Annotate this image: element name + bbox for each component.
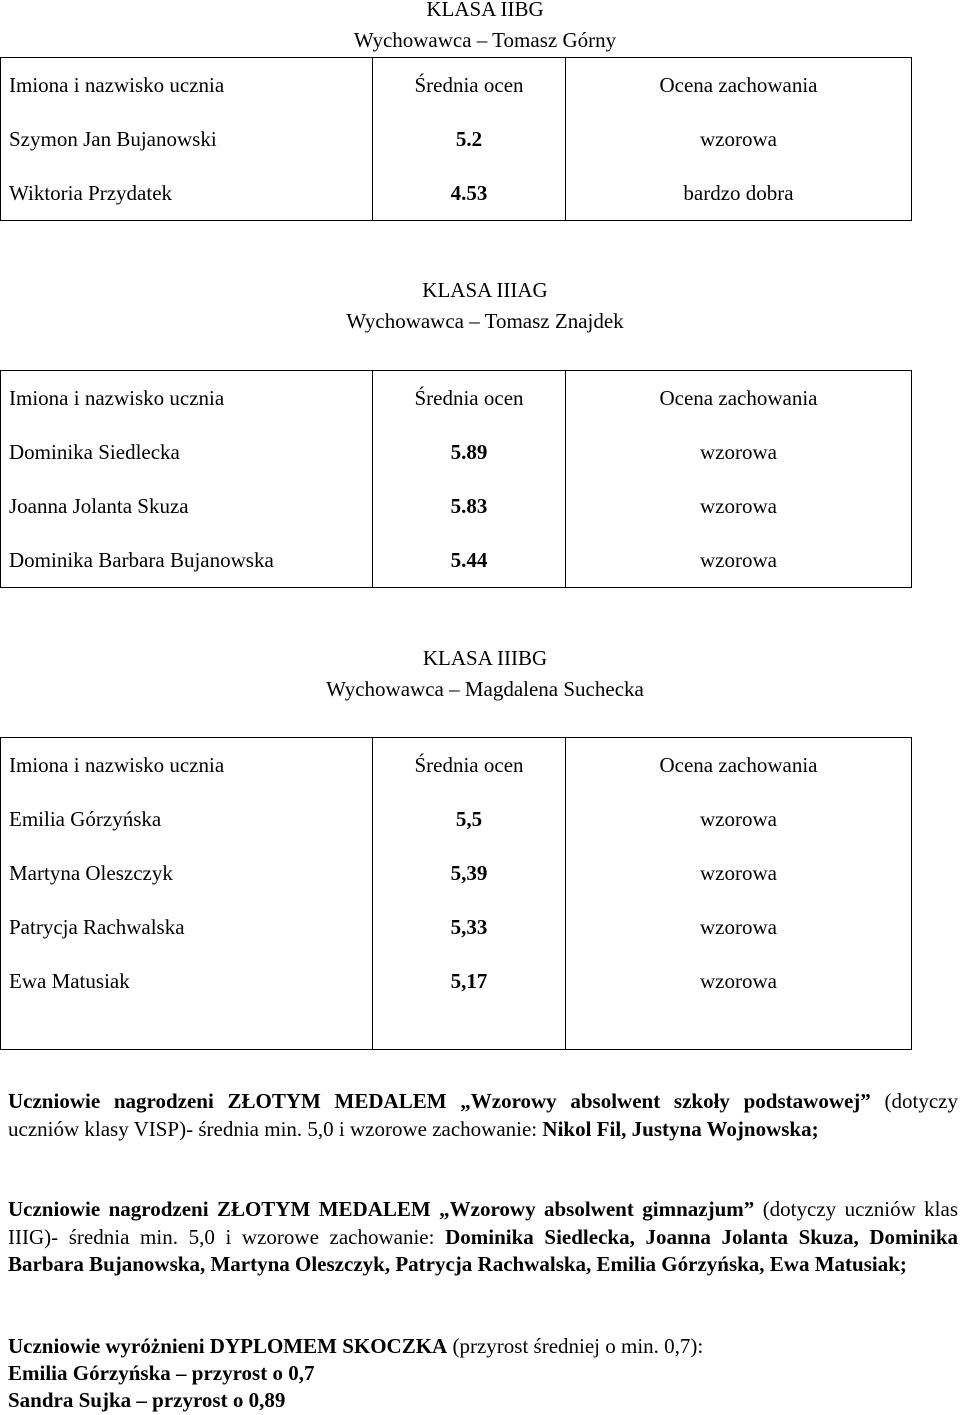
header-name: Imiona i nazwisko ucznia (1, 371, 373, 426)
header-name: Imiona i nazwisko ucznia (1, 58, 373, 113)
table-row (1, 792, 912, 846)
section-title-iibg: KLASA IIBG (426, 0, 544, 21)
award-names: Dominika Siedlecka, Joanna Jolanta Skuza, Dominika Barbara Bujanowska, Martyna Oleszczyk, Patrycja Rachwalska, Emilia Górzyńska, Ewa Matusiak; (8, 1224, 959, 1277)
student-conduct: wzorowa (566, 479, 912, 533)
header-conduct: Ocena zachowania (566, 371, 912, 426)
table-row (1, 846, 912, 900)
table-header-row (1, 738, 912, 793)
diploma-entry: Emilia Górzyńska – przyrost o 0,7 (8, 1361, 315, 1385)
table-row (1, 166, 912, 221)
award-medal-gymnasium (8, 1196, 958, 1279)
table-row (1, 533, 912, 588)
student-average: 5.2 (373, 112, 566, 166)
table-iiibg (0, 737, 912, 1050)
student-average: 4.53 (373, 166, 566, 221)
student-average: 5,5 (373, 792, 566, 846)
table-row (1, 112, 912, 166)
student-name: Dominika Barbara Bujanowska (1, 533, 373, 588)
student-name: Szymon Jan Bujanowski (1, 112, 373, 166)
student-conduct: wzorowa (566, 900, 912, 954)
student-conduct: wzorowa (566, 954, 912, 1050)
student-average: 5,33 (373, 900, 566, 954)
header-average: Średnia ocen (373, 371, 566, 426)
section-title-iiiag: KLASA IIIAG (422, 278, 548, 302)
award-criteria: (dotyczy uczniów klas IIIG)- średnia min. 5,0 i wzorowe zachowanie: (8, 1197, 958, 1249)
student-name: Martyna Oleszczyk (1, 846, 373, 900)
student-conduct: bardzo dobra (566, 166, 912, 221)
header-average: Średnia ocen (373, 58, 566, 113)
table-row (1, 900, 912, 954)
student-average: 5,17 (373, 954, 566, 1050)
student-conduct: wzorowa (566, 846, 912, 900)
header-conduct: Ocena zachowania (566, 58, 912, 113)
header-name: Imiona i nazwisko ucznia (1, 738, 373, 793)
student-name: Patrycja Rachwalska (1, 900, 373, 954)
award-names: Nikol Fil, Justyna Wojnowska; (542, 1116, 819, 1141)
teacher-iibg: Wychowawca – Tomasz Górny (353, 28, 617, 52)
student-average: 5.44 (373, 533, 566, 588)
table-row (1, 954, 912, 1050)
student-name: Emilia Górzyńska (1, 792, 373, 846)
award-criteria: (przyrost średniej o min. 0,7): (447, 1334, 704, 1358)
student-name: Dominika Siedlecka (1, 425, 373, 479)
award-medal-primary (8, 1088, 958, 1143)
student-average: 5.89 (373, 425, 566, 479)
student-conduct: wzorowa (566, 425, 912, 479)
student-average: 5.83 (373, 479, 566, 533)
award-diploma (8, 1333, 958, 1360)
student-average: 5,39 (373, 846, 566, 900)
table-iiiag (0, 370, 912, 588)
table-row (1, 425, 912, 479)
header-conduct: Ocena zachowania (566, 738, 912, 793)
award-lead: Uczniowie wyróżnieni DYPLOMEM SKOCZKA (8, 1334, 448, 1358)
teacher-iiiag: Wychowawca – Tomasz Znajdek (346, 309, 624, 333)
student-conduct: wzorowa (566, 533, 912, 588)
teacher-iiibg: Wychowawca – Magdalena Suchecka (326, 677, 644, 701)
student-name: Joanna Jolanta Skuza (1, 479, 373, 533)
table-header-row (1, 58, 912, 113)
table-iibg (0, 57, 912, 221)
student-name: Wiktoria Przydatek (1, 166, 373, 221)
award-criteria: (dotyczy uczniów klasy VISP)- średnia min. 5,0 i wzorowe zachowanie: (8, 1089, 958, 1141)
student-conduct: wzorowa (566, 792, 912, 846)
student-conduct: wzorowa (566, 112, 912, 166)
table-header-row (1, 371, 912, 426)
table-row (1, 479, 912, 533)
header-average: Średnia ocen (373, 738, 566, 793)
section-title-iiibg: KLASA IIIBG (422, 646, 548, 670)
award-lead: Uczniowie nagrodzeni ZŁOTYM MEDALEM „Wzorowy absolwent szkoły podstawowej” (8, 1089, 871, 1113)
award-lead: Uczniowie nagrodzeni ZŁOTYM MEDALEM „Wzorowy absolwent gimnazjum” (8, 1197, 755, 1221)
diploma-entry: Sandra Sujka – przyrost o 0,89 (8, 1388, 286, 1412)
student-name: Ewa Matusiak (1, 954, 373, 1050)
